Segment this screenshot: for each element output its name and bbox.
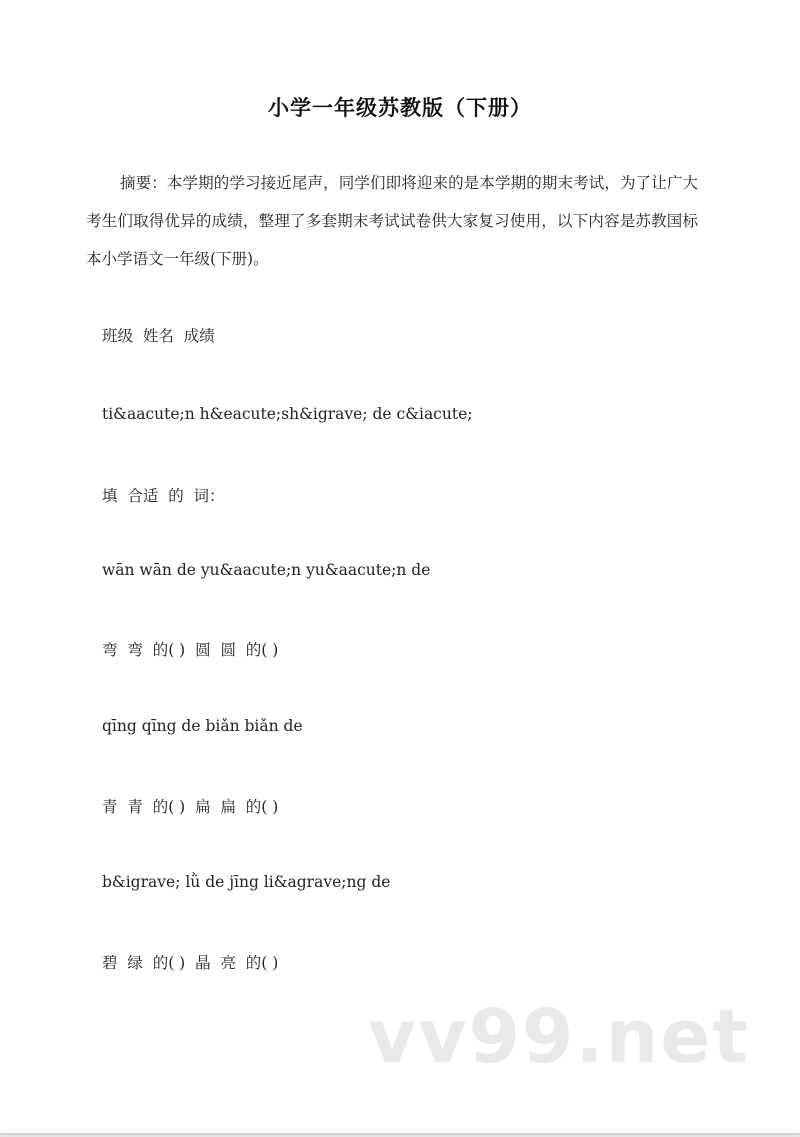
pinyin-line-instruction: ti&aacute;n h&eacute;sh&igrave; de c&iacute; [102, 405, 473, 423]
document-title: 小学一年级苏教版（下册） [268, 96, 532, 120]
pinyin-line-3: b&igrave; lǜ de jīng li&agrave;ng de [102, 873, 391, 891]
class-name-score-line: 班级 姓名 成绩 [102, 327, 215, 345]
abstract-paragraph: 摘要：本学期的学习接近尾声，同学们即将迎来的是本学期的期末考试，为了让广大考生们取得优异的成绩，整理了多套期末考试试卷供大家复习使用，以下内容是苏教国标本小学语文一年级(下册)。 [86, 174, 698, 268]
pinyin-line-1: wān wān de yu&aacute;n yu&aacute;n de [102, 561, 431, 579]
exercise-line-1: 弯 弯 的( ) 圆 圆 的( ) [102, 641, 279, 659]
exercise-line-3: 碧 绿 的( ) 晶 亮 的( ) [102, 954, 279, 972]
instruction-line: 填 合适 的 词： [102, 487, 225, 505]
exercise-line-2: 青 青 的( ) 扁 扁 的( ) [102, 798, 279, 816]
pinyin-line-2: qīng qīng de biǎn biǎn de [102, 717, 303, 735]
watermark: vv99.net [368, 994, 750, 1080]
